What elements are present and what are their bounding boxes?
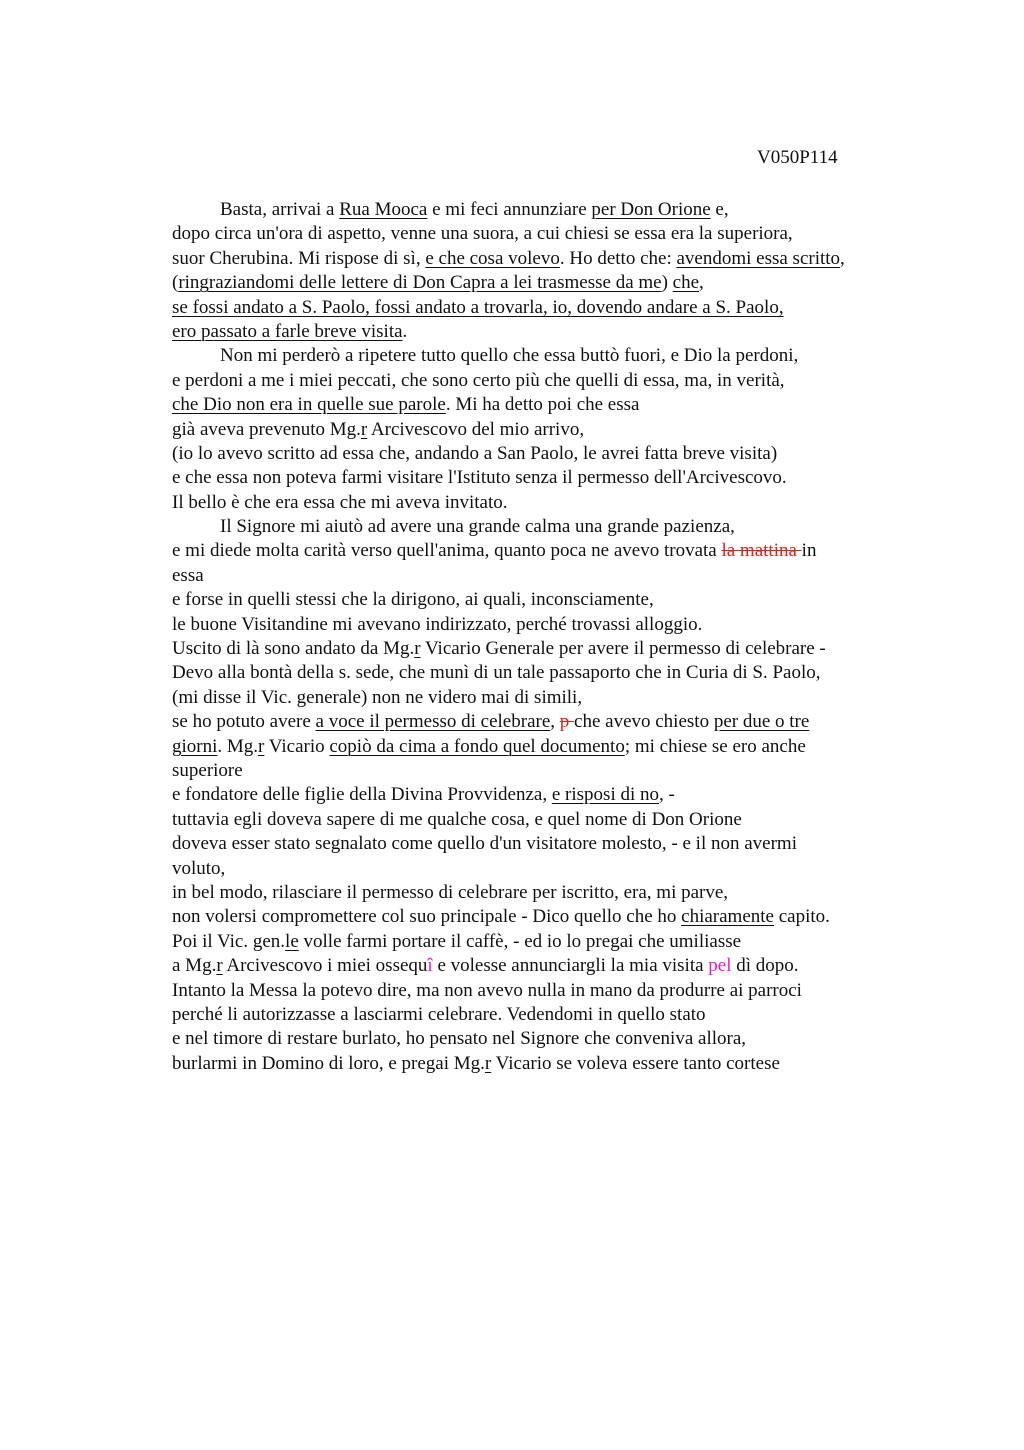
text-run: Vicario se voleva essere tanto cortese <box>491 1052 780 1074</box>
text-run: capito. <box>774 906 830 928</box>
underlined-text: Rua Mooca <box>339 199 428 220</box>
text-run: le buone Visitandine mi avevano indirizzato, perché trovassi alloggio. <box>172 613 703 635</box>
deleted-text: la mattina <box>721 540 802 562</box>
text-run: ( <box>172 272 179 294</box>
text-run: tuttavia egli doveva sapere di me qualche cosa, e quel nome di Don Orione <box>172 808 742 830</box>
text-line <box>172 369 932 393</box>
text-run: e forse in quelli stessi che la dirigono, ai quali, inconsciamente, <box>172 589 654 611</box>
underlined-text: r <box>414 638 421 660</box>
text-line <box>172 637 932 661</box>
text-line <box>172 418 932 442</box>
text-run: . Mg. <box>217 735 259 757</box>
text-line <box>172 466 932 490</box>
underlined-text: r <box>258 735 265 757</box>
text-run: Vicario Generale per avere il permesso di celebrare - <box>420 638 826 660</box>
underlined-text: avendomi essa scritto <box>676 247 841 269</box>
underlined-text: che <box>672 272 700 294</box>
text-run: , <box>699 272 704 294</box>
text-line <box>172 539 932 563</box>
text-line <box>172 393 932 417</box>
text-run: Devo alla bontà della s. sede, che munì di un tale passaporto che in Curia di S. Paolo, <box>172 662 821 684</box>
text-line <box>172 222 932 246</box>
text-line <box>172 735 932 759</box>
text-line <box>172 588 932 612</box>
text-run: voluto, <box>172 857 226 879</box>
text-run: e mi feci annunziare <box>427 199 592 220</box>
text-run: , <box>840 247 845 269</box>
inserted-text: pel <box>708 955 732 977</box>
text-line <box>172 808 932 832</box>
underlined-text: chiaramente <box>681 906 774 928</box>
text-run: Vicario <box>264 735 330 757</box>
text-run: Il Signore mi aiutò ad avere una grande calma una grande pazienza, <box>220 516 735 538</box>
text-run: doveva esser stato segnalato come quello d'un visitatore molesto, - e il non avermi <box>172 833 797 855</box>
text-run: dì dopo. <box>731 955 799 977</box>
text-run: Intanto la Messa la potevo dire, ma non avevo nulla in mano da produrre ai parroci <box>172 979 802 1001</box>
text-run: perché li autorizzasse a lasciarmi celebrare. Vedendomi in quello stato <box>172 1003 706 1025</box>
text-line <box>172 1052 932 1076</box>
text-line <box>172 857 932 881</box>
underlined-text: che Dio non era in quelle sue parole <box>172 394 446 416</box>
text-line <box>172 686 932 710</box>
text-run: suor Cherubina. Mi rispose di sì, <box>172 247 426 269</box>
text-run: (mi disse il Vic. generale) non ne videro mai di simili, <box>172 686 583 708</box>
text-run: Il bello è che era essa che mi aveva invitato. <box>172 491 508 513</box>
underlined-text: e risposi di no <box>551 784 660 806</box>
text-run: ) <box>661 272 673 294</box>
text-run: , <box>550 711 560 733</box>
text-run: superiore <box>172 759 243 781</box>
text-run: non volersi compromettere col suo principale - Dico quello che ho <box>172 906 682 928</box>
text-run: e che essa non poteva farmi visitare l'Istituto senza il permesso dell'Arcivescovo. <box>172 467 787 489</box>
underlined-text: r <box>216 955 223 977</box>
text-run: se ho potuto avere <box>172 711 316 733</box>
text-run: essa <box>172 564 204 586</box>
underlined-text: ero passato a farle breve visita <box>172 320 403 342</box>
text-line <box>172 881 932 905</box>
underlined-text: giorni <box>172 735 218 757</box>
text-line <box>172 247 932 271</box>
underlined-text: ringraziandomi delle lettere di Don Capra a lei trasmesse da me <box>178 272 662 294</box>
text-run: burlarmi in Domino di loro, e pregai Mg. <box>172 1052 485 1074</box>
text-run: e perdoni a me i miei peccati, che sono certo più che quelli di essa, ma, in verità, <box>172 369 785 391</box>
text-run: a Mg. <box>172 955 217 977</box>
text-run: Arcivescovo del mio arrivo, <box>367 418 585 440</box>
text-run: già aveva prevenuto Mg. <box>172 418 361 440</box>
text-line <box>172 1003 932 1027</box>
underlined-text: a voce il permesso di celebrare <box>315 711 551 733</box>
text-run: Uscito di là sono andato da Mg. <box>172 638 415 660</box>
underlined-text: r <box>484 1052 492 1074</box>
text-line <box>172 905 932 929</box>
text-run: Arcivescovo i miei ossequ <box>222 955 428 977</box>
underlined-text: r <box>360 418 368 440</box>
text-line <box>172 296 932 320</box>
text-line <box>172 954 932 978</box>
text-run: dopo circa un'ora di aspetto, venne una suora, a cui chiesi se essa era la superiora, <box>172 223 793 245</box>
text-run: . <box>402 320 408 342</box>
text-line <box>172 198 932 222</box>
underlined-text: e che cosa volevo <box>425 247 560 269</box>
text-run: e fondatore delle figlie della Divina Provvidenza, <box>172 784 552 806</box>
text-line <box>172 710 932 734</box>
text-run: , - <box>659 784 675 806</box>
text-line <box>172 1027 932 1051</box>
text-line <box>172 515 932 539</box>
text-line <box>172 344 932 368</box>
underlined-text: per Don Orione <box>591 199 711 220</box>
text-run: volle farmi portare il caffè, - ed io lo pregai che umiliasse <box>298 930 742 952</box>
text-line <box>172 783 932 807</box>
text-run: e nel timore di restare burlato, ho pensato nel Signore che conveniva allora, <box>172 1028 747 1050</box>
deleted-text: p <box>559 711 575 733</box>
text-line <box>172 491 932 515</box>
text-line <box>172 661 932 685</box>
text-line <box>172 979 932 1003</box>
underlined-text: copiò da cima a fondo quel documento <box>329 735 625 757</box>
underlined-text: per due o tre <box>713 711 810 733</box>
underlined-text: le <box>285 930 299 952</box>
text-line <box>172 320 932 344</box>
text-run: Poi il Vic. gen. <box>172 930 286 952</box>
text-line <box>172 564 932 588</box>
inserted-text: î <box>427 955 433 977</box>
text-line <box>172 930 932 954</box>
text-run: in bel modo, rilasciare il permesso di celebrare per iscritto, era, mi parve, <box>172 881 729 903</box>
text-run: Basta, arrivai a <box>220 199 340 220</box>
text-run: e, <box>710 199 729 220</box>
text-run: che avevo chiesto <box>574 711 714 733</box>
text-run: in <box>801 540 817 562</box>
text-run: ; mi chiese se ero anche <box>624 735 806 757</box>
text-run: e volesse annunciargli la mia visita <box>432 955 709 977</box>
page-id: V050P114 <box>757 147 838 168</box>
text-run: . Ho detto che: <box>559 247 677 269</box>
text-line <box>172 271 932 295</box>
text-line <box>172 832 932 856</box>
text-run: Non mi perderò a ripetere tutto quello che essa buttò fuori, e Dio la perdoni, <box>220 345 799 367</box>
text-run: . Mi ha detto poi che essa <box>445 394 640 416</box>
text-line <box>172 759 932 783</box>
text-run: e mi diede molta carità verso quell'anima, quanto poca ne avevo trovata <box>172 540 722 562</box>
transcription-body <box>172 198 932 1076</box>
text-line <box>172 442 932 466</box>
text-line <box>172 613 932 637</box>
underlined-text: se fossi andato a S. Paolo, fossi andato a trovarla, io, dovendo andare a S. Paolo, <box>172 296 784 318</box>
text-run: (io lo avevo scritto ad essa che, andando a San Paolo, le avrei fatta breve visita) <box>172 442 778 464</box>
